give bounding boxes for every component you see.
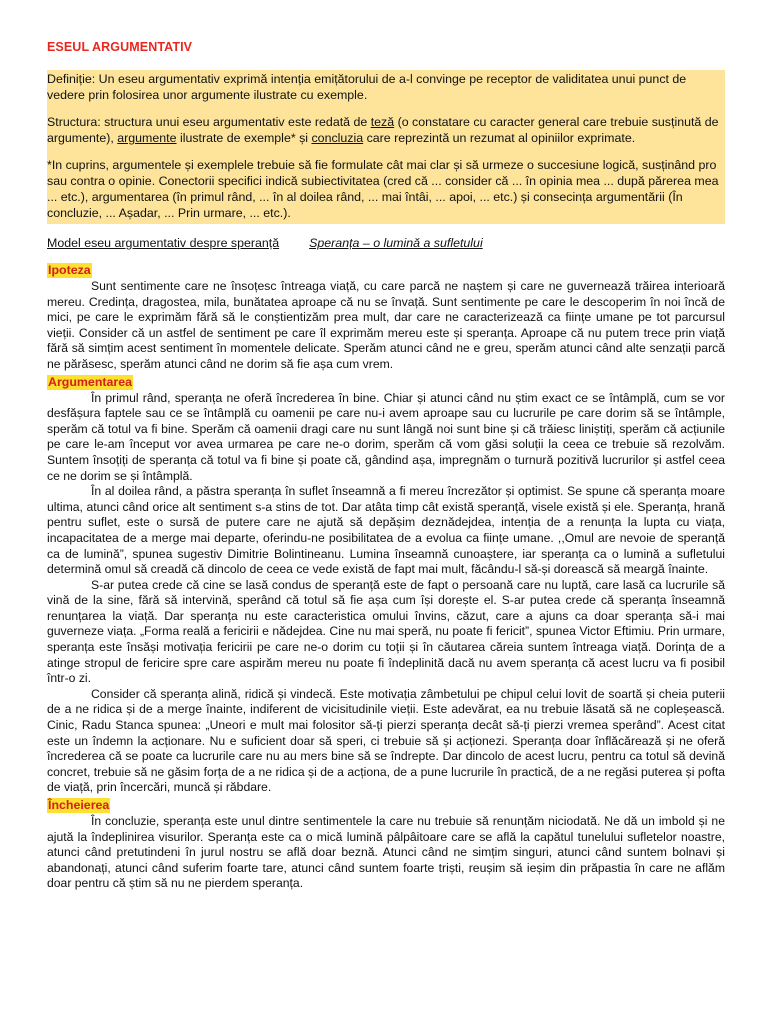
note-paragraph: *In cuprins, argumentele și exemplele trebuie să fie formulate cât mai clar și să urmeze o succesiune logică, susținând pro sau contra o opinie. Conectorii specifici indică subiectivitatea (cred că ... consider că ... în opinia mea ... după părerea mea ... etc.), argumentarea (în primul rând, ... în al doilea rând, ... mai întâi, ... apoi, ... etc.) și consecința argumentării (În concluzie, ... Așadar, ... Prin urmare, ... etc.). [47,158,719,220]
ipoteza-paragraph: Sunt sentimente care ne însoțesc întreaga viață, cu care parcă ne naștem și care ne guvernează trăirea interioară mereu. Credința, dragostea, mila, bunătatea aproape că nu se învață. Sunt sentimente pe care le descoperim în noi încă de mici, pe care le exprimăm fără să le conștientizăm prea mult, dar care ne caracterizează ca ființe umane pe tot parcursul vieții. Consider că un astfel de sentiment pe care îl exprimăm mereu este și speranța. Aproape că nu putem trece prin viață fără să simțim acest sentiment în momentele delicate. Sperăm atunci când ne e greu, sperăm atunci când alte senzații parcă ne părăsesc, sperăm atunci când ne dorim să fie așa cum vrem. [47,279,725,371]
section-incheierea [47,796,725,892]
document-title: ESEUL ARGUMENTATIV [47,40,193,54]
argumentarea-paragraph-2: În al doilea rând, a păstra speranța în suflet înseamnă a fi mereu încrezător și optimist. Se spune că speranța moare ultima, atunci când orice alt sentiment s-a stins de tot. Dar atâta timp cât există speranță, visele există și ele. Speranța, hrană pentru suflet, este o sursă de putere care ne ajută să depășim deznădejdea, intenția de a renunța la lupta cu viața, incapacitatea de a merge mai departe, oferindu-ne posibilitatea de a evolua ca ființe umane. ,,Omul are nevoie de speranță ca de lumină”, spunea sugestiv Dimitrie Bolintineanu. Lumina înseamnă cunoaștere, iar speranța ca o lumină a sufletului determină omul să creadă că dincolo de ceea ce vede există de fapt mai mult, făcându-l să-și dorească să meargă înainte. [47,484,725,577]
incheierea-paragraph: În concluzie, speranța este unul dintre sentimentele la care nu trebuie să renunțăm niciodată. Ne dă un imbold și ne ajută la îndeplinirea visurilor. Speranța este ca o mică lumină pâlpâitoare care se află la capătul tunelului sufletelor noastre, atunci când pretutindeni în jurul nostru se află doar beznă. Atunci când ne simțim singuri, atunci când suntem bolnavi și abandonați, atunci când suferim foarte tare, atunci când suntem foarte triști, reușim să ieșim din prăpastia în care ne aflăm doar pentru că știm să nu ne pierdem speranța. [47,814,725,891]
section-ipoteza [47,261,725,373]
structure-part1: Structura: structura unui eseu argumentativ este redată de [47,115,371,129]
structure-paragraph [47,114,725,146]
heading-ipoteza: Ipoteza [48,263,91,277]
structure-argumente: argumente [117,131,177,145]
document-page [47,40,725,892]
structure-teza: teză [370,115,395,129]
model-subtitle: Speranța – o lumină a sufletului [309,236,483,250]
definition-box [47,70,725,224]
argumentarea-paragraph-4: Consider că speranța alină, ridică și vindecă. Este motivația zâmbetului pe chipul celui lovit de soartă și cheia puterii de a ne ridica și de a merge înainte, indiferent de vicisitudinile vieții. Este adevărat, ea nu trebuie lăsată să ne copleșească. Cinic, Radu Stanca spunea: „Uneori e mult mai folositor să-ți pierzi speranța decât să-ți pierzi vremea sperând”. Acest citat este un îndemn la acționare. Nu e suficient doar să speri, ci trebuie să și acționezi. Speranța doar înflăcărează și ne oferă încrederea că se poate ca lucrurile care nu au mers bine să se îndrepte. Dar dincolo de acest lucru, pentru ca totul să devină concret, trebuie să ne găsim forța de a ne ridica și de a acționa, de a pune lucrurile în practică, de a ne regăsi puterea și pofta de viață, prin încercări, muncă și răbdare. [47,686,725,795]
structure-concluzia: concluzia [311,131,364,145]
structure-part4: care reprezintă un rezumat al opiniilor exprimate. [363,131,636,145]
argumentarea-paragraph-1: În primul rând, speranța ne oferă încrederea în bine. Chiar și atunci când nu știm exact ce se întâmplă, cum se vor desfășura faptele sau ce se întâmplă cu oamenii pe care nu-i avem aproape sau cu lucrurile pe care dorim să se întâmple, sperăm că totul va fi bine. Sperăm că oamenii dragi care nu sunt lângă noi sunt bine și că trăiesc liniștiți, sperăm că acțiunile pe care le-am început vor avea urmarea pe care ne-o dorim, sperăm că vom găsi soluții la ceea ce trebuie să rezolvăm. Suntem însoțiți de speranța că totul va fi bine și poate că, gândind așa, impregnăm o turnură pozitivă lucrurilor și astfel ceea ce ne dorim se și întâmplă. [47,390,725,483]
model-label: Model eseu argumentativ despre speranță [47,236,280,250]
heading-argumentarea: Argumentarea [48,374,133,389]
definition-label: Definiție: [47,72,96,86]
definition-paragraph [47,71,725,103]
section-argumentarea [47,373,725,796]
structure-part3: ilustrate de exemple* și [176,131,312,145]
heading-incheierea: Încheierea [48,798,110,812]
definition-text: Un eseu argumentativ exprimă intenția emițătorului de a-l convinge pe receptor de validitatea unui punct de vedere prin folosirea unor argumente ilustrate cu exemple. [47,72,687,102]
argumentarea-paragraph-3: S-ar putea crede că cine se lasă condus de speranță este de fapt o persoană care nu luptă, care lasă ca lucrurile să vină de la sine, fără să intervină, sperând că totul să fie așa cum își dorește el. S-ar putea crede că speranța înseamnă renunțarea la viață. Dar speranța nu este caracteristica omului învins, căzut, care a ajuns ca doar speranța să-i mai guverneze viața. „Forma reală a fericirii e nădejdea. Cine nu mai speră, nu poate fi fericit”, spunea Victor Eftimiu. Prin urmare, speranța este însăși motivația fericirii pe care ne-o dorim cu toții și în căutarea căreia suntem întreaga viață. Dorința de a atinge stropul de fericire spre care aspirăm mereu nu poate fi îndeplinită dacă nu avem speranța că acest lucru va fi posibil într-o zi. [47,577,725,686]
structure-part2: (o constatare cu caracter general care trebuie susținută de argumente), [47,115,719,145]
model-heading [47,235,725,251]
